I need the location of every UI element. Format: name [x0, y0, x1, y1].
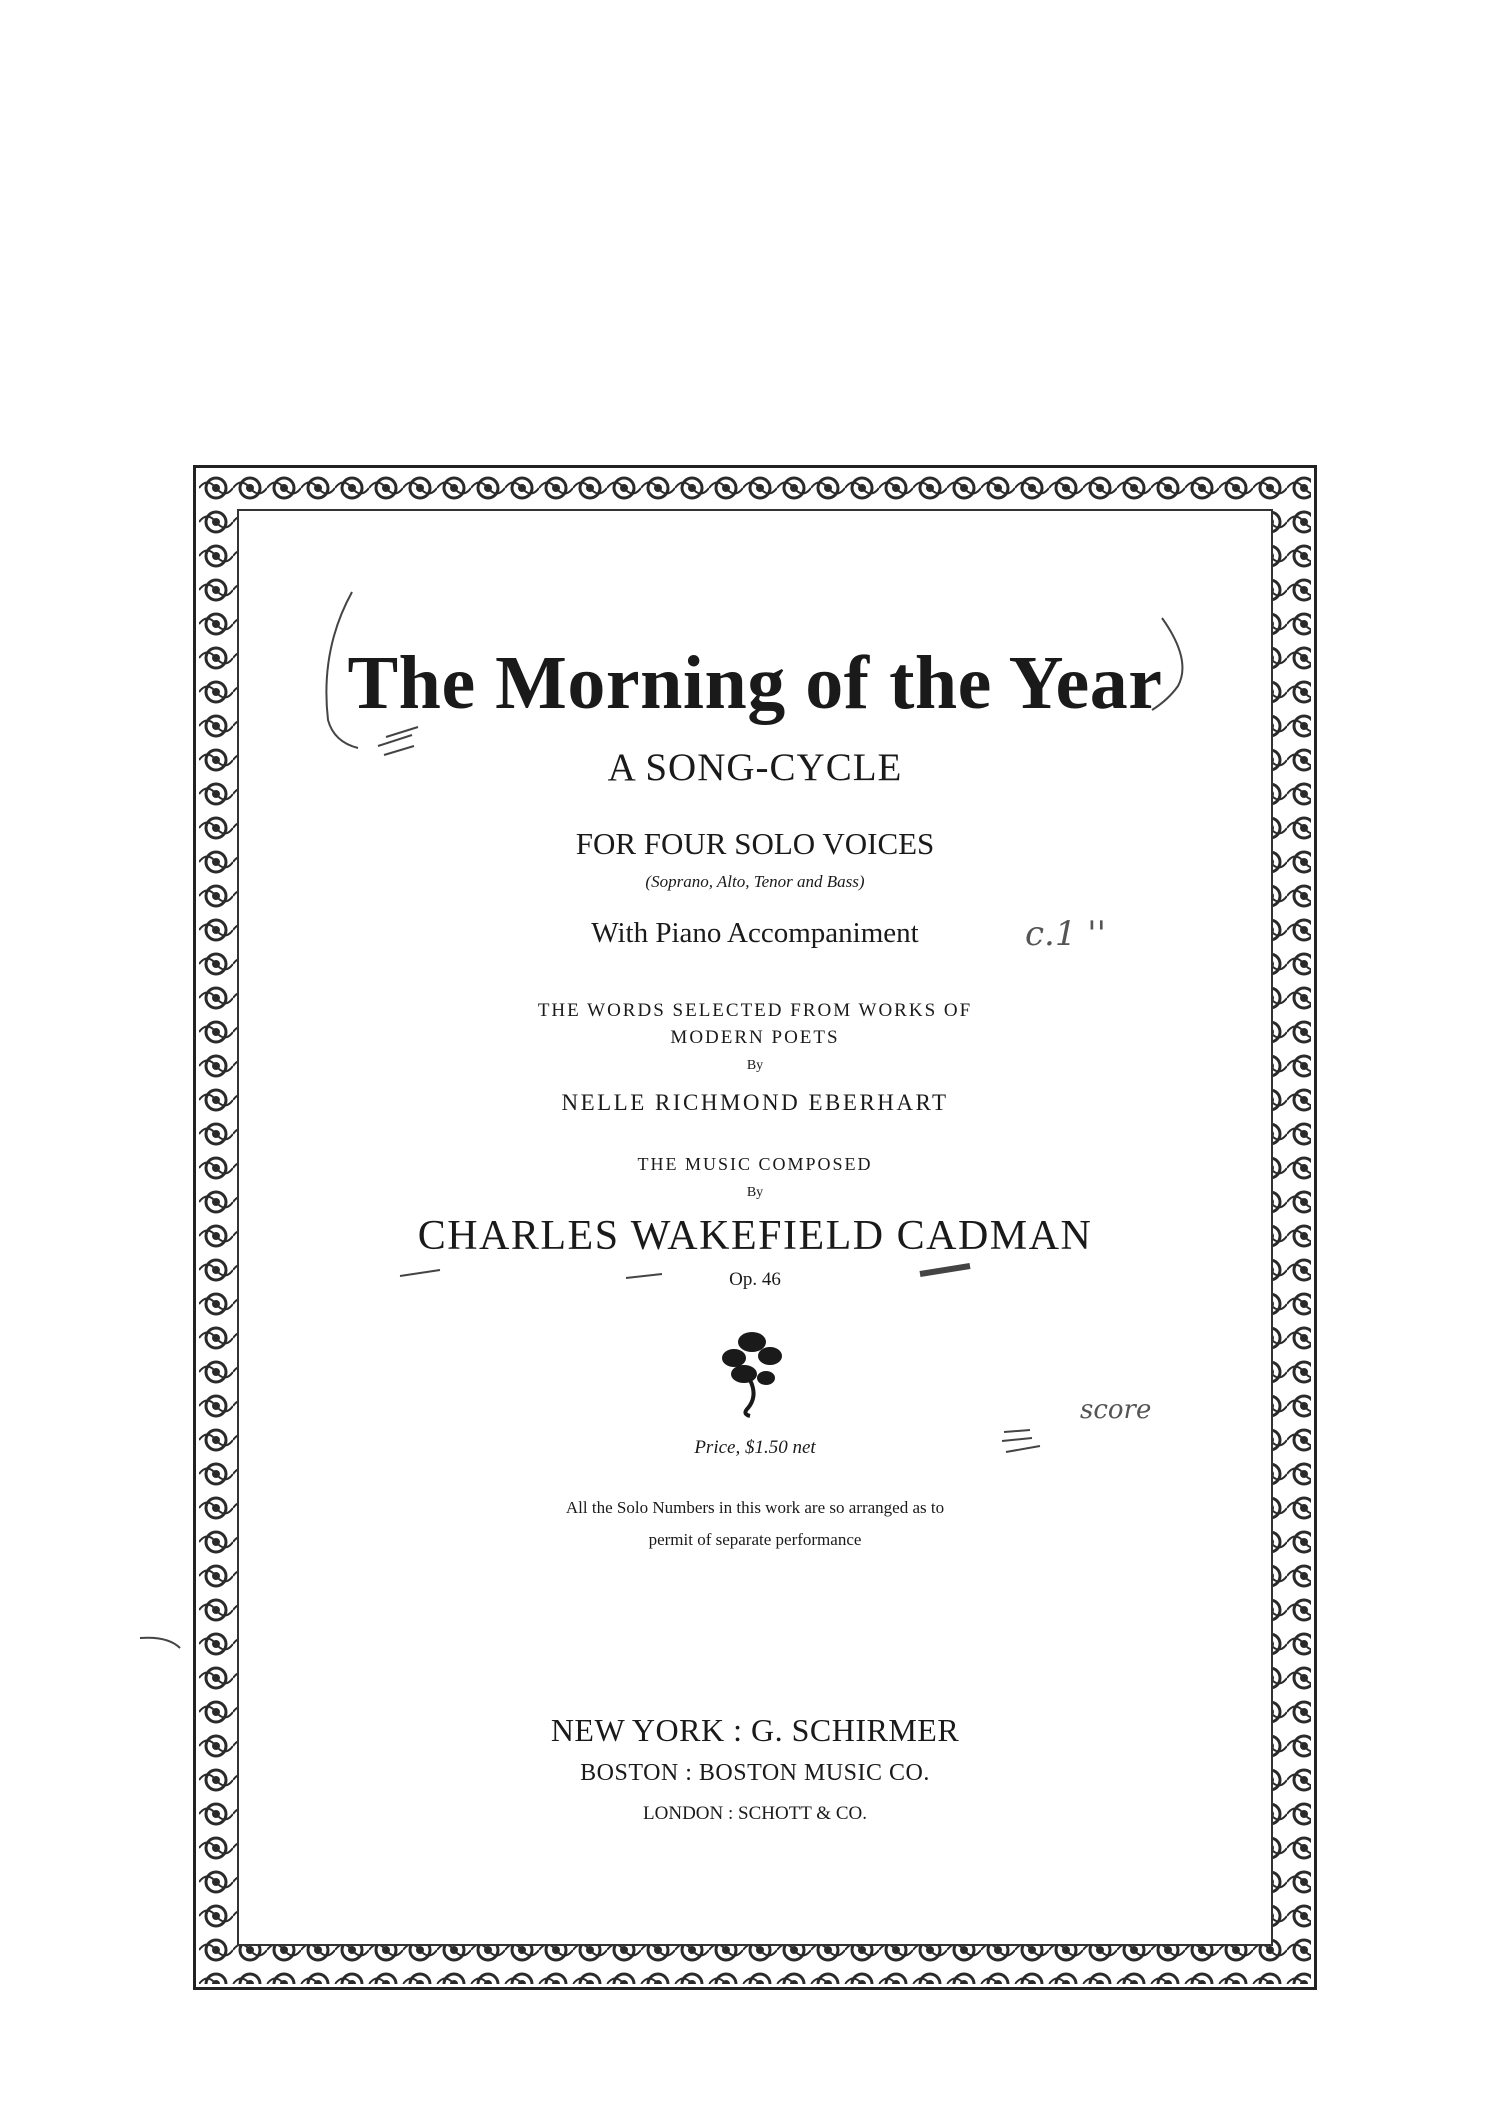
handwritten-annotation-score: score — [1080, 1395, 1152, 1425]
author-name: NELLE RICHMOND EBERHART — [561, 1090, 949, 1115]
price-label: Price, $1.50 net — [694, 1437, 816, 1458]
publisher-london: LONDON : SCHOTT & CO. — [643, 1803, 867, 1824]
cover-subtitle: A SONG-CYCLE — [607, 746, 903, 789]
words-line-2: MODERN POETS — [670, 1027, 840, 1048]
opus-number: Op. 46 — [729, 1269, 781, 1290]
voices-line: FOR FOUR SOLO VOICES — [575, 826, 935, 861]
voice-types-line: (Soprano, Alto, Tenor and Bass) — [645, 872, 865, 891]
by-label-author: By — [746, 1058, 764, 1073]
performance-note-line-2: permit of separate performance — [648, 1530, 862, 1549]
accompaniment-line: With Piano Accompaniment — [591, 917, 919, 949]
publisher-new-york: NEW YORK : G. SCHIRMER — [550, 1712, 960, 1748]
cover-title: The Morning of the Year — [347, 641, 1163, 725]
publisher-boston: BOSTON : BOSTON MUSIC CO. — [580, 1760, 930, 1786]
performance-note-line-1: All the Solo Numbers in this work are so arranged as to — [565, 1498, 945, 1517]
margin-tick-left-mark — [140, 1638, 180, 1648]
music-composed-line: THE MUSIC COMPOSED — [637, 1154, 873, 1174]
words-line-1: THE WORDS SELECTED FROM WORKS OF — [537, 1000, 973, 1021]
handwritten-annotation-right: c.1 '' — [1025, 914, 1106, 954]
composer-name: CHARLES WAKEFIELD CADMAN — [417, 1213, 1093, 1259]
by-label-composer: By — [746, 1185, 764, 1200]
